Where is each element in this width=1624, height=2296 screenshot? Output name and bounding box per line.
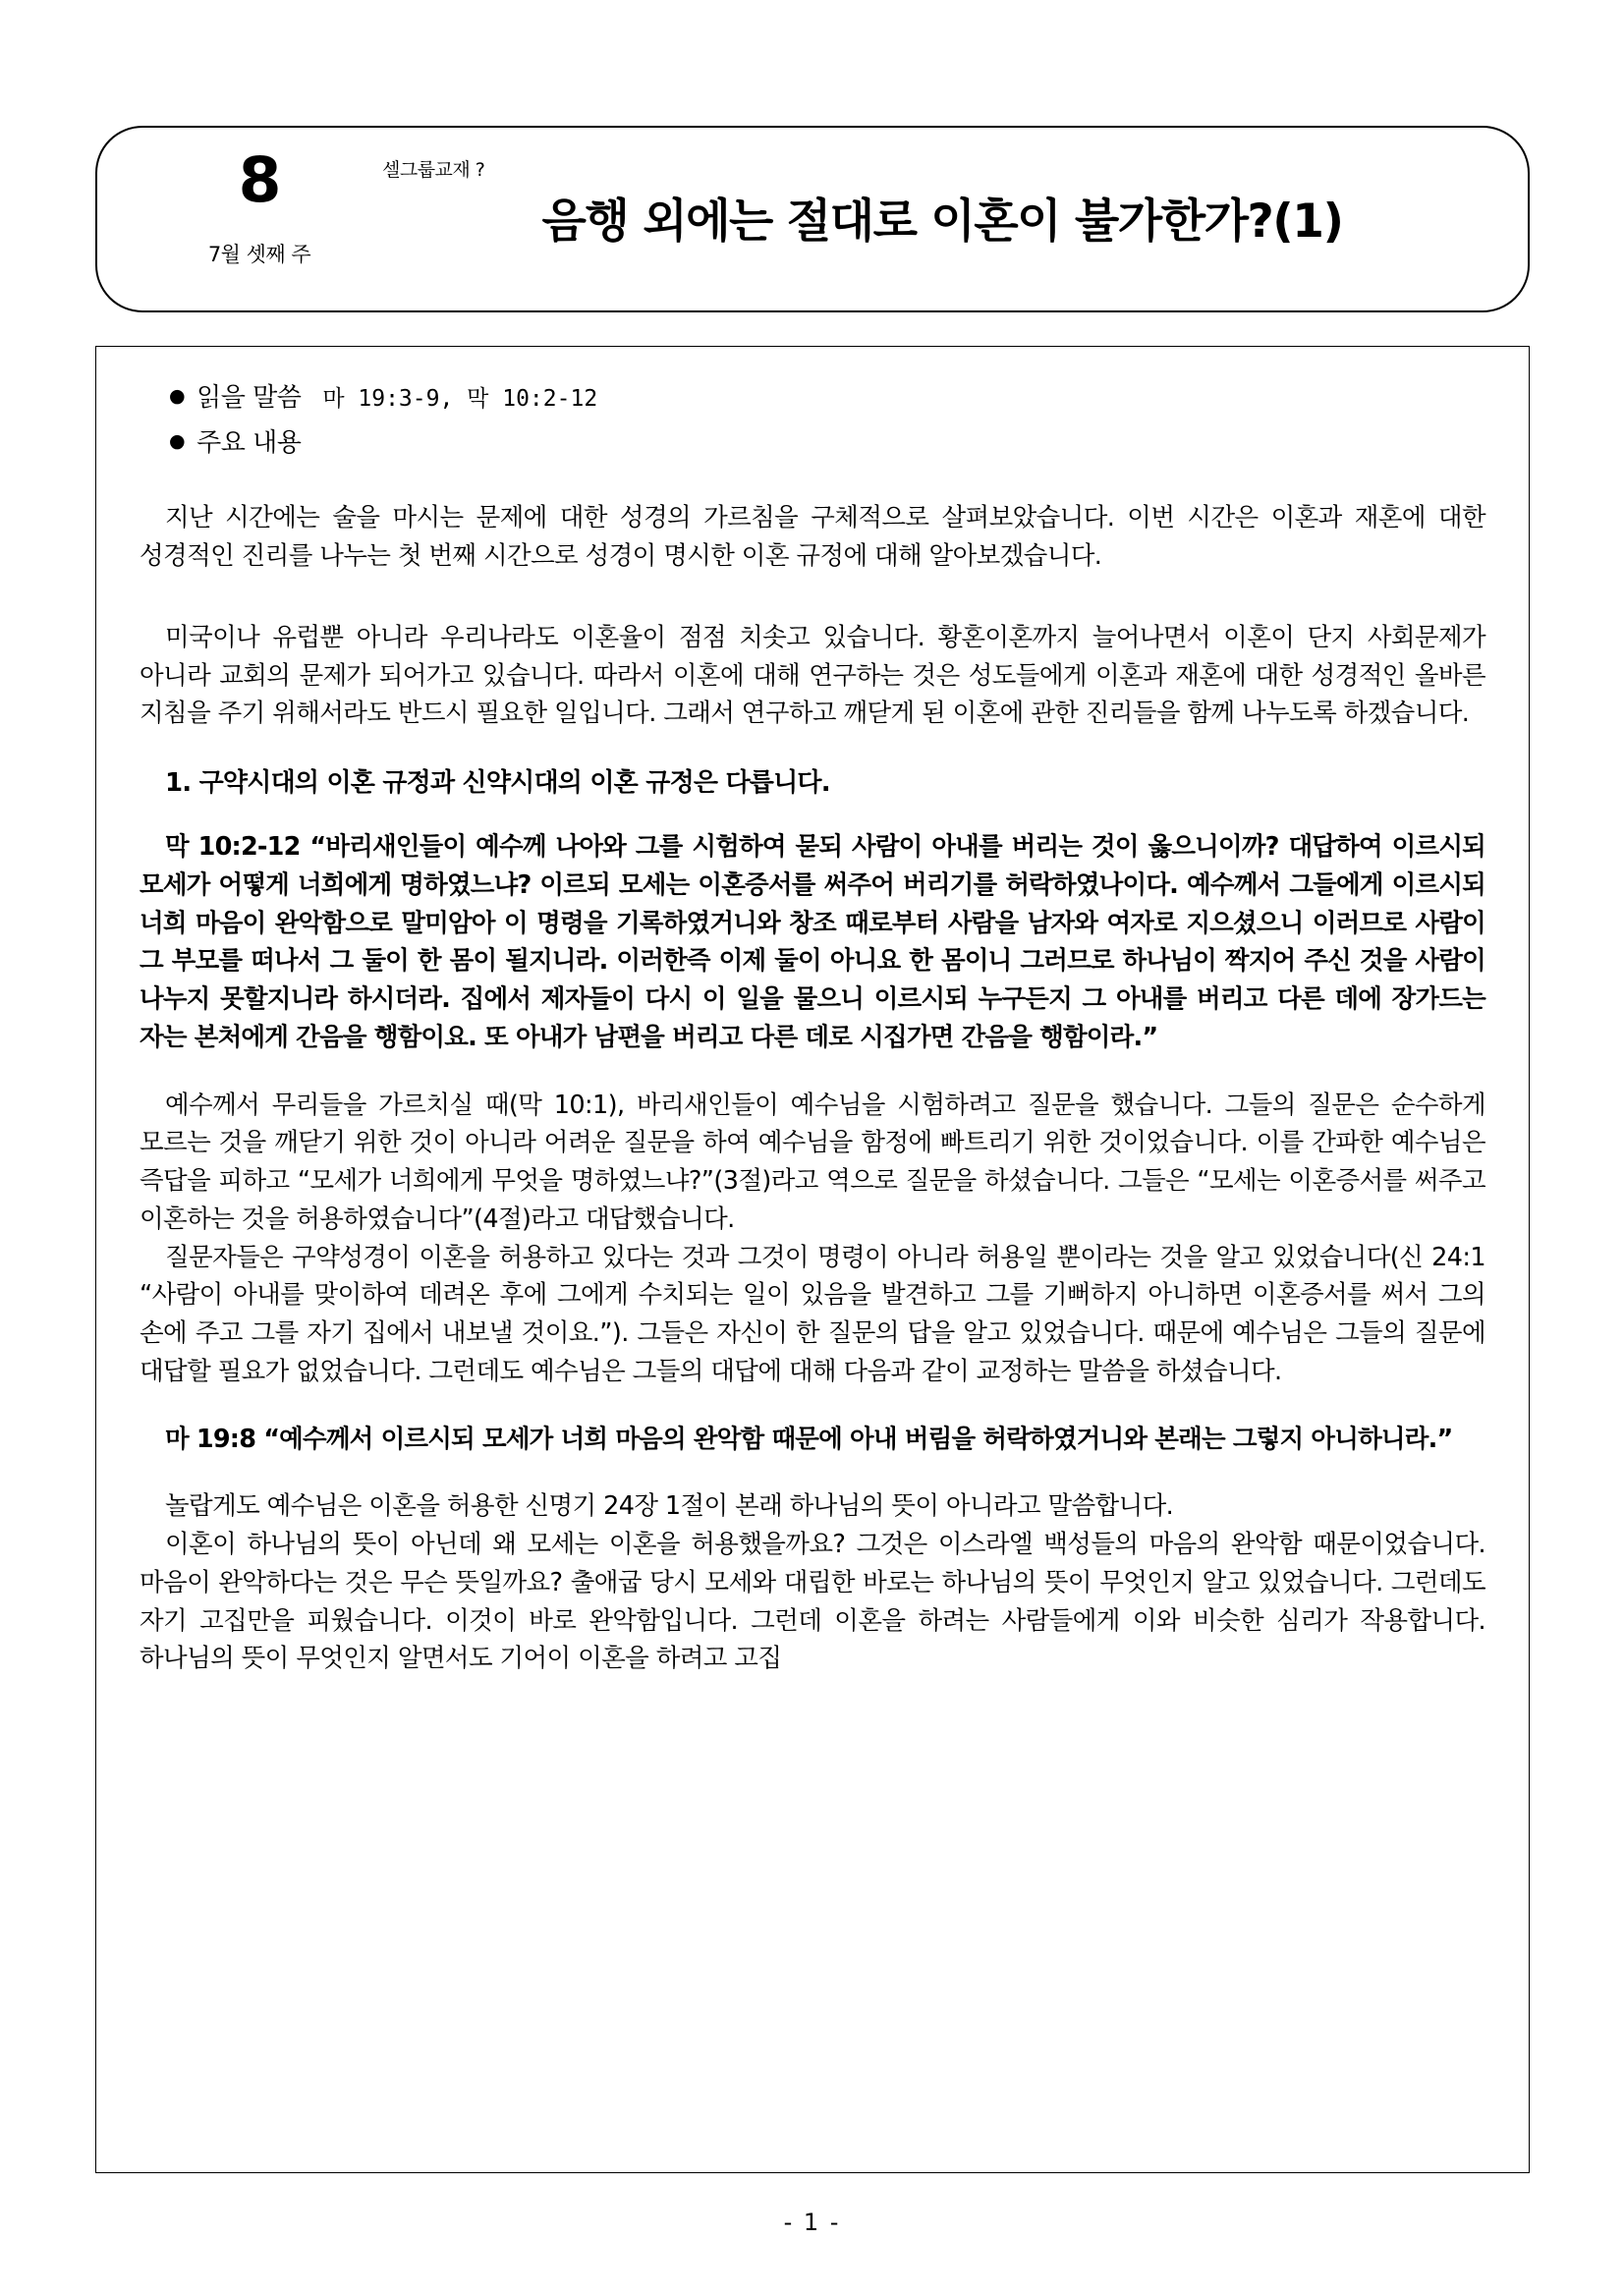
paragraph-divorce-rates: 미국이나 유럽뿐 아니라 우리나라도 이혼율이 점점 치솟고 있습니다. 황혼이혼까지 늘어나면서 이혼이 단지 사회문제가 아니라 교회의 문제가 되어가고 있습니다. 따라서 이혼에 대해 연구하는 것은 성도들에게 이혼과 재혼에 대한 성경적인 올바른 지침을 주기 위해서라도 반드시 필요한 일입니다. 그래서 연구하고 깨닫게 된 이혼에 관한 진리들을 함께 나누도록 하겠습니다.	[140, 622, 1485, 729]
lesson-date: 7월 셋째 주	[207, 243, 311, 266]
bullet-reading-refs: 마 19:3-9, 막 10:2-12	[322, 386, 598, 412]
lesson-number: 8	[238, 144, 281, 216]
scripture-quote-mark-10: 막 10:2-12 “바리새인들이 예수께 나아와 그를 시험하여 묻되 사람이 아내를 버리는 것이 옳으니이까? 대답하여 이르시되 모세가 어떻게 너희에게 명하였느냐? 이르되 모세는 이혼증서를 써주어 버리기를 허락하였나이다. 예수께서 그들에게 이르시되 너희 마음이 완악함으로 말미암아 이 명령을 기록하였거니와 창조 때로부터 사람을 남자와 여자로 지으셨으니 이러므로 사람이 그 부모를 떠나서 그 둘이 한 몸이 될지니라. 이러한즉 이제 둘이 아니요 한 몸이니 그러므로 하나님이 짝지어 주신 것을 사람이 나누지 못할지니라 하시더라. 집에서 제자들이 다시 이 일을 물으니 이르시되 누구든지 그 아내를 버리고 다른 데에 장가드는 자는 본처에게 간음을 행함이요. 또 아내가 남편을 버리고 다른 데로 시집가면 간음을 행함이라.”	[140, 832, 1485, 1052]
paragraph-pharisees-question: 예수께서 무리들을 가르치실 때(막 10:1), 바리새인들이 예수님을 시험하려고 질문을 했습니다. 그들의 질문은 순수하게 모르는 것을 깨닫기 위한 것이 아니라 어려운 질문을 하여 예수님을 함정에 빠트리기 위한 것이었습니다. 이를 간파한 예수님은 즉답을 피하고 “모세가 너희에게 무엇을 명하였느냐?”(3절)라고 역으로 질문을 하셨습니다. 그들은 “모세는 이혼증서를 써주고 이혼하는 것을 허용하였습니다”(4절)라고 대답했습니다.	[140, 1090, 1485, 1234]
paragraph-intro: 지난 시간에는 술을 마시는 문제에 대한 성경의 가르침을 구체적으로 살펴보았습니다. 이번 시간은 이혼과 재혼에 대한 성경적인 진리를 나누는 첫 번째 시간으로 성경이 명시한 이혼 규정에 대해 알아보겠습니다.	[140, 503, 1485, 572]
page-number: - 1 -	[783, 2209, 841, 2236]
scripture-quote-matthew-19-8: 마 19:8 “예수께서 이르시되 모세가 너희 마음의 완악함 때문에 아내 버림을 허락하였거니와 본래는 그렇지 아니하니라.”	[165, 1424, 1453, 1454]
section-heading-1: 1. 구약시대의 이혼 규정과 신약시대의 이혼 규정은 다릅니다.	[165, 768, 830, 799]
bullet-dot-icon: ●	[169, 385, 186, 407]
series-label: 셀그룹교재 ?	[382, 159, 485, 181]
bullet-dot-icon: ●	[169, 429, 186, 452]
paragraph-deuteronomy-24: 질문자들은 구약성경이 이혼을 허용하고 있다는 것과 그것이 명령이 아니라 허용일 뿐이라는 것을 알고 있었습니다(신 24:1 “사람이 아내를 맞이하여 데려온 후에 그에게 수치되는 일이 있음을 발견하고 그를 기뻐하지 아니하면 이혼증서를 써서 그의 손에 주고 그를 자기 집에서 내보낼 것이요.”). 그들은 자신이 한 질문의 답을 알고 있었습니다. 때문에 예수님은 그들의 질문에 대답할 필요가 없었습니다. 그런데도 예수님은 그들의 대답에 대해 다음과 같이 교정하는 말씀을 하셨습니다.	[140, 1242, 1485, 1386]
bullet-reading	[169, 380, 1485, 418]
bullet-main-content-label: 주요 내용	[196, 427, 302, 458]
paragraph-jesus-teaching: 놀랍게도 예수님은 이혼을 허용한 신명기 24장 1절이 본래 하나님의 뜻이 아니라고 말씀합니다.	[165, 1491, 1174, 1522]
lesson-body-box	[95, 346, 1530, 2173]
lesson-header-box	[95, 126, 1530, 312]
paragraph-hardness-of-heart: 이혼이 하나님의 뜻이 아닌데 왜 모세는 이혼을 허용했을까요? 그것은 이스라엘 백성들의 마음의 완악함 때문이었습니다. 마음이 완악하다는 것은 무슨 뜻일까요? 출애굽 당시 모세와 대립한 바로는 하나님의 뜻이 무엇인지 알고 있었습니다. 그런데도 자기 고집만을 피웠습니다. 이것이 바로 완악함입니다. 그런데 이혼을 하려는 사람들에게 이와 비슷한 심리가 작용합니다. 하나님의 뜻이 무엇인지 알면서도 기어이 이혼을 하려고 고집	[140, 1530, 1485, 1674]
bullet-main-content	[169, 425, 1485, 463]
bullet-reading-label: 읽을 말씀	[196, 383, 302, 413]
page-title: 음행 외에는 절대로 이혼이 불가한가?(1)	[541, 195, 1343, 249]
